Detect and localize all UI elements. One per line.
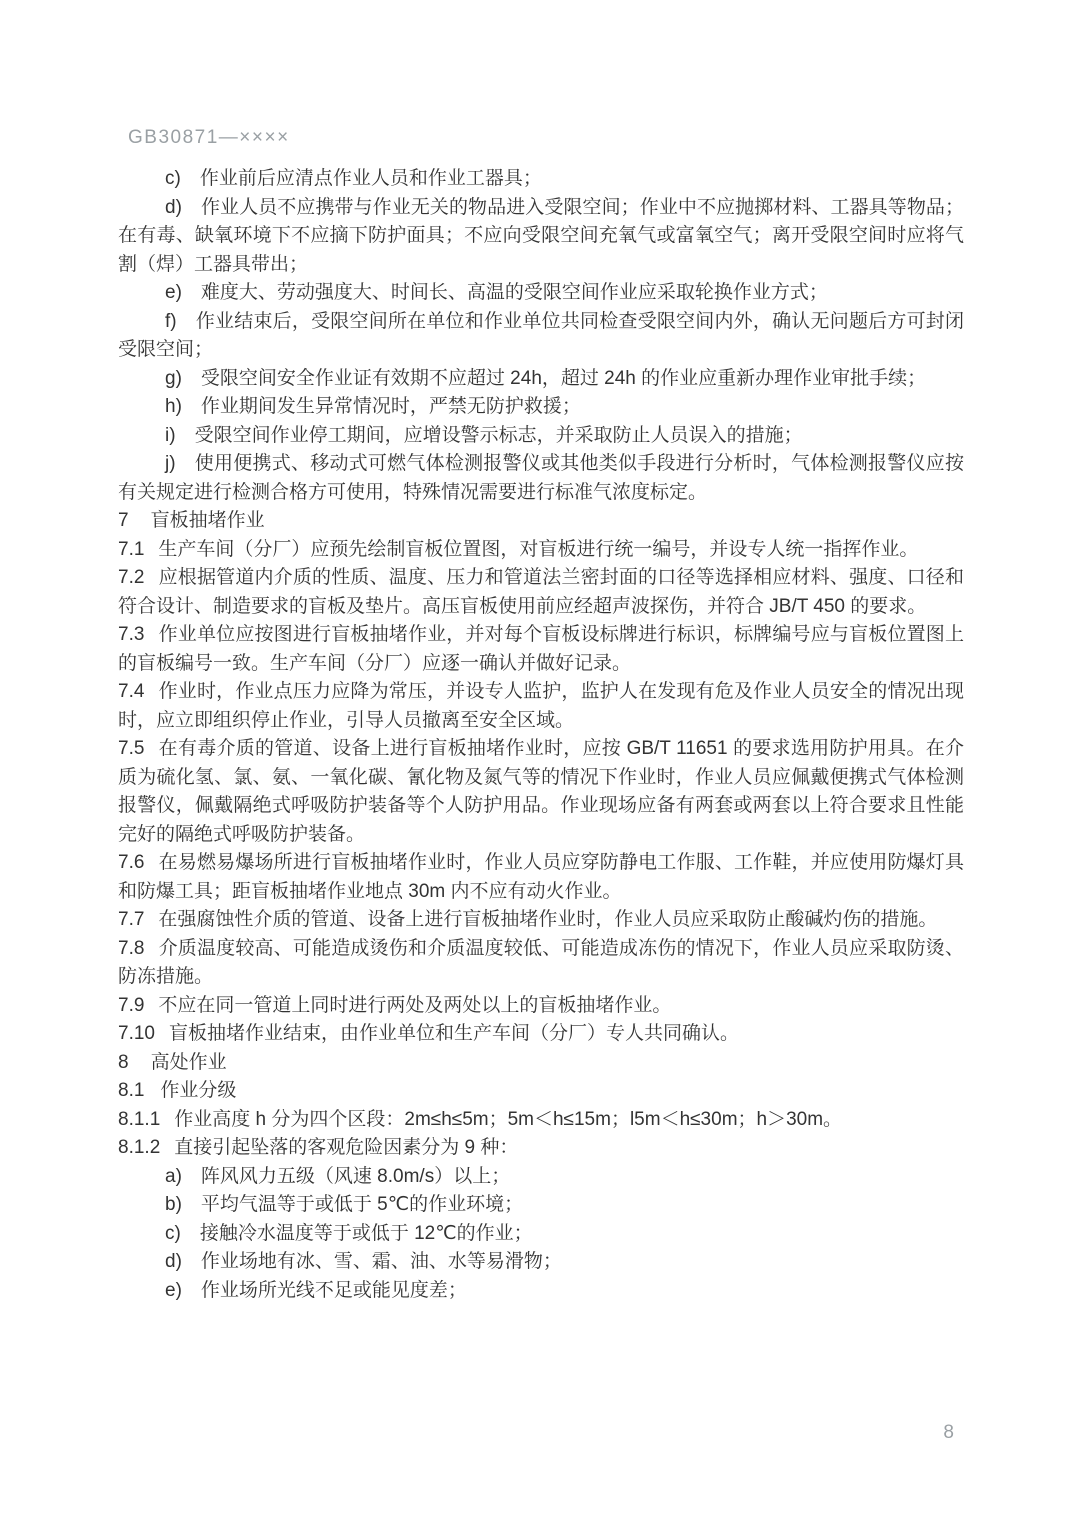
subsection-heading-8-1 (118, 1077, 964, 1106)
clause-text: 在强腐蚀性介质的管道、设备上进行盲板抽堵作业时，作业人员应采取防止酸碱灼伤的措施。 (158, 909, 938, 930)
clause-item-text: 受限空间安全作业证有效期不应超过 24h，超过 24h 的作业应重新办理作业审批手续； (200, 367, 927, 389)
clause-item-label: e) (165, 282, 182, 303)
clause-item-label: g) (165, 367, 182, 389)
clause-text: 应根据管道内介质的性质、温度、压力和管道法兰密封面的口径等选择相应材料、强度、口径和符合设计、制造要求的盲板及垫片。高压盲板使用前应经超声波探伤，并符合 JB/T 450 的要求。 (118, 567, 964, 617)
clause-item-text: 难度大、劳动强度大、时间长、高温的受限空间作业应采取轮换作业方式； (200, 282, 828, 303)
clause-text: 盲板抽堵作业结束，由作业单位和生产车间（分厂）专人共同确认。 (168, 1023, 739, 1044)
clause-item-text: 接触冷水温度等于或低于 12℃的作业； (199, 1222, 533, 1244)
clause-item-label: a) (165, 1165, 182, 1187)
clause-paragraph (118, 564, 964, 621)
clause-item-text: 使用便携式、移动式可燃气体检测报警仪或其他类似手段进行分析时，气体检测报警仪应按有关规定进行检测合格方可使用，特殊情况需要进行标准气浓度标定。 (118, 453, 964, 503)
clause-item-label: b) (165, 1194, 182, 1215)
clause-item (118, 450, 964, 507)
page-number: 8 (943, 1422, 954, 1443)
clause-paragraph (118, 735, 964, 849)
clause-item-text: 作业场所光线不足或能见度差； (200, 1279, 467, 1301)
clause-number: 7.1 (118, 538, 145, 560)
clause-item-label: c) (165, 168, 181, 189)
clause-paragraph (118, 849, 964, 906)
section-heading-8 (118, 1049, 964, 1078)
clause-item-label: h) (165, 396, 182, 417)
clause-item-label: f) (165, 310, 177, 332)
clause-text: 不应在同一管道上同时进行两处及两处以上的盲板抽堵作业。 (158, 994, 672, 1016)
clause-number: 7.3 (118, 624, 145, 645)
clause-number: 7.5 (118, 738, 145, 759)
clause-item-text: 平均气温等于或低于 5℃的作业环境； (200, 1194, 524, 1215)
clause-number: 7.9 (118, 994, 145, 1016)
clause-item-text: 阵风风力五级（风速 8.0m/s）以上； (200, 1165, 511, 1187)
clause-paragraph (118, 906, 964, 935)
clause-item (118, 1220, 964, 1249)
clause-number: 7.6 (118, 852, 145, 873)
clause-number: 8.1.2 (118, 1137, 161, 1158)
clause-item (118, 393, 964, 422)
clause-item-label: i) (165, 424, 176, 446)
clause-number: 7.4 (118, 681, 145, 702)
clause-item (118, 1163, 964, 1192)
clause-item-label: e) (165, 1279, 182, 1301)
clause-item-text: 作业结束后，受限空间所在单位和作业单位共同检查受限空间内外，确认无问题后方可封闭受限空间； (118, 310, 964, 360)
clause-paragraph (118, 1106, 964, 1135)
document-body (118, 165, 964, 1305)
section-title: 高处作业 (150, 1051, 227, 1073)
clause-number: 7.8 (118, 937, 145, 959)
subsection-title: 作业分级 (160, 1080, 237, 1101)
section-title: 盲板抽堵作业 (150, 510, 265, 531)
clause-item (118, 422, 964, 451)
clause-paragraph (118, 678, 964, 735)
clause-number: 7.10 (118, 1023, 155, 1044)
clause-paragraph (118, 536, 964, 565)
clause-paragraph (118, 935, 964, 992)
clause-item-text: 作业前后应清点作业人员和作业工器具； (199, 168, 542, 189)
clause-item-text: 作业期间发生异常情况时，严禁无防护救援； (200, 396, 581, 417)
clause-number: 7.7 (118, 909, 145, 930)
clause-paragraph (118, 992, 964, 1021)
clause-number: 8.1.1 (118, 1108, 161, 1130)
clause-text: 作业时，作业点压力应降为常压，并设专人监护，监护人在发现有危及作业人员安全的情况出现时，应立即组织停止作业，引导人员撤离至安全区域。 (118, 681, 964, 731)
clause-paragraph (118, 621, 964, 678)
clause-number: 7.2 (118, 567, 145, 588)
clause-item-label: d) (165, 1251, 182, 1272)
clause-item (118, 194, 964, 280)
section-number: 8 (118, 1051, 129, 1073)
clause-item (118, 365, 964, 394)
clause-item (118, 1248, 964, 1277)
clause-paragraph (118, 1020, 964, 1049)
clause-item-text: 作业场地有冰、雪、霜、油、水等易滑物； (200, 1251, 562, 1272)
clause-item (118, 1277, 964, 1306)
clause-item (118, 1191, 964, 1220)
clause-item-label: d) (165, 196, 182, 218)
clause-text: 直接引起坠落的客观危险因素分为 9 种： (174, 1137, 519, 1158)
clause-item-label: c) (165, 1222, 181, 1244)
clause-text: 生产车间（分厂）应预先绘制盲板位置图，对盲板进行统一编号，并设专人统一指挥作业。 (158, 538, 919, 560)
document-header-code: GB30871—×××× (128, 127, 290, 148)
clause-text: 在易燃易爆场所进行盲板抽堵作业时，作业人员应穿防静电工作服、工作鞋，并应使用防爆灯具和防爆工具；距盲板抽堵作业地点 30m 内不应有动火作业。 (118, 852, 964, 902)
clause-item (118, 308, 964, 365)
clause-text: 作业单位应按图进行盲板抽堵作业，并对每个盲板设标牌进行标识，标牌编号应与盲板位置图上的盲板编号一致。生产车间（分厂）应逐一确认并做好记录。 (118, 624, 964, 674)
section-number: 7 (118, 510, 129, 531)
clause-item-text: 作业人员不应携带与作业无关的物品进入受限空间；作业中不应抛掷材料、工器具等物品；在有毒、缺氧环境下不应摘下防护面具；不应向受限空间充氧气或富氧空气；离开受限空间时应将气割（焊）工器具带出； (118, 196, 964, 275)
clause-text: 介质温度较高、可能造成烫伤和介质温度较低、可能造成冻伤的情况下，作业人员应采取防烫、防冻措施。 (118, 937, 964, 987)
clause-text: 作业高度 h 分为四个区段：2m≤h≤5m；5m＜h≤15m；l5m＜h≤30m；h＞30m。 (174, 1108, 843, 1130)
clause-item-label: j) (165, 453, 176, 474)
clause-item (118, 279, 964, 308)
clause-item-text: 受限空间作业停工期间，应增设警示标志，并采取防止人员误入的措施； (194, 424, 803, 446)
clause-paragraph (118, 1134, 964, 1163)
section-heading-7 (118, 507, 964, 536)
clause-item (118, 165, 964, 194)
clause-text: 在有毒介质的管道、设备上进行盲板抽堵作业时，应按 GB/T 11651 的要求选用防护用具。在介质为硫化氢、氯、氨、一氧化碳、氰化物及氮气等的情况下作业时，作业人员应佩戴便携式气体检测报警仪，佩戴隔绝式呼吸防护装备等个人防护用品。作业现场应备有两套或两套以上符合要求且性能完好的隔绝式呼吸防护装备。 (118, 738, 964, 845)
subsection-number: 8.1 (118, 1080, 145, 1101)
